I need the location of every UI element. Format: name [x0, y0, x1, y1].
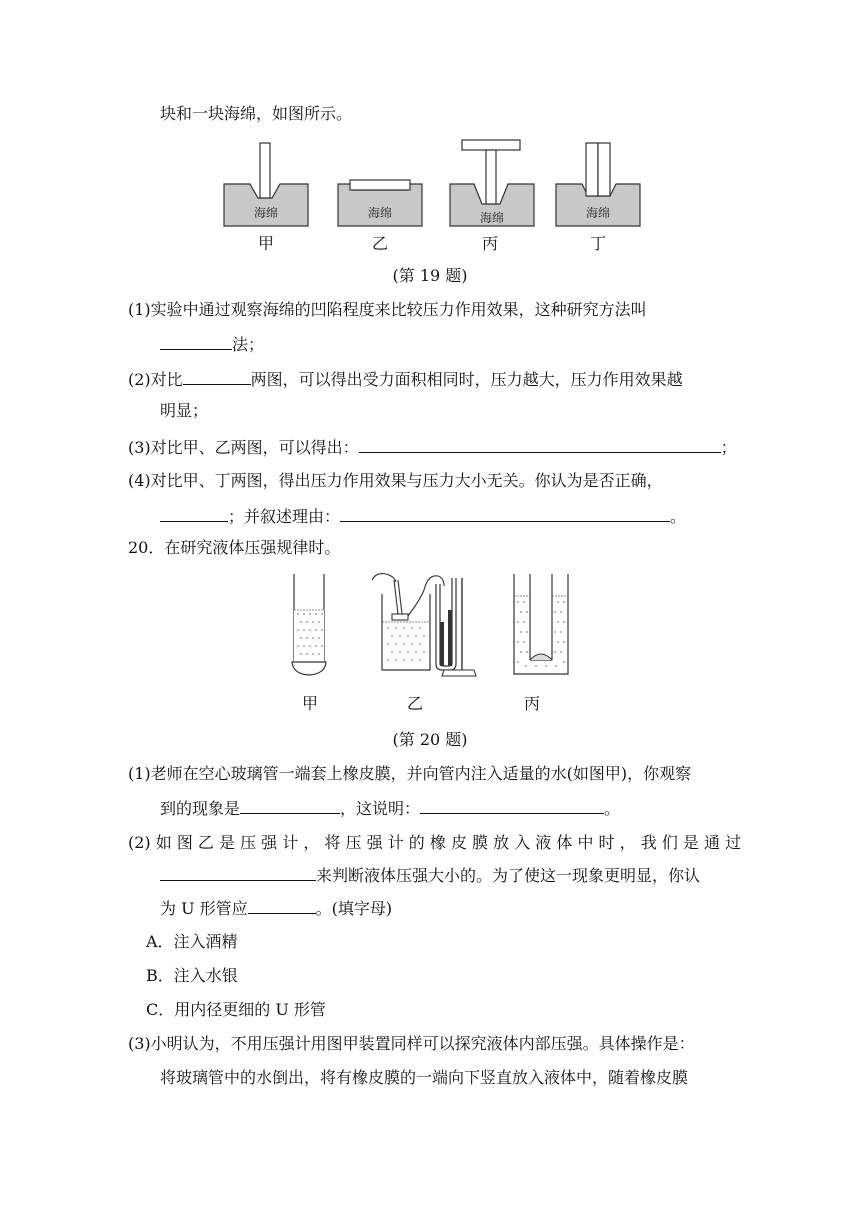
- q20-p3b: 将玻璃管中的水倒出，将有橡皮膜的一端向下竖直放入液体中，随着橡皮膜: [160, 1068, 689, 1087]
- fig20-label-yi: 乙: [406, 694, 423, 713]
- q19-p1-line: 法；: [160, 334, 264, 355]
- q20-figure: [284, 570, 584, 690]
- pressure-gauge-yi: [372, 574, 476, 676]
- sponge-yi: [338, 180, 422, 226]
- fig19-label-bing: 丙: [481, 234, 498, 253]
- sponge-label: 海绵: [367, 206, 393, 220]
- sponge-label: 海绵: [253, 206, 279, 220]
- q19-p1a: (1)实验中通过观察海绵的凹陷程度来比较压力作用效果，这种研究方法叫: [128, 300, 647, 319]
- q19-p3-line: (3)对比甲、乙两图，可以得出： ；: [128, 438, 737, 457]
- q20-title: 20．在研究液体压强规律时。: [128, 538, 341, 557]
- sponge-label: 海绵: [585, 206, 611, 220]
- sponge-bing: [450, 140, 534, 226]
- q19-intro: 块和一块海绵，如图所示。: [160, 104, 353, 123]
- q20-option-c: C．用内径更细的 U 形管: [146, 1000, 326, 1019]
- q19-caption: (第 19 题): [392, 266, 468, 285]
- q20-p2c-line: 为 U 形管应 。(填字母): [160, 899, 393, 918]
- answer-blank[interactable]: [340, 506, 670, 522]
- q20-p2a: (2) 如 图 乙 是 压 强 计 ， 将 压 强 计 的 橡 皮 膜 放 入 液 体 中 时 ， 我 们 是 通 过: [128, 833, 742, 852]
- q20-p1-line: 到的现象是 ，这说明： 。: [160, 799, 621, 818]
- q20-p1a: (1)老师在空心玻璃管一端套上橡皮膜，并向管内注入适量的水(如图甲)，你观察: [128, 764, 692, 783]
- sponge-ding: [556, 143, 640, 226]
- q19-p2-line: (2)对比 两图，可以得出受力面积相同时，压力越大，压力作用效果越: [128, 370, 683, 389]
- q19-p4-line: ；并叙述理由： 。: [160, 506, 686, 527]
- answer-blank[interactable]: [183, 369, 251, 385]
- tube-bing: [514, 574, 568, 674]
- answer-blank[interactable]: [248, 898, 316, 914]
- q19-p4a: (4)对比甲、丁两图，得出压力作用效果与压力大小无关。你认为是否正确，: [128, 471, 663, 490]
- answer-blank[interactable]: [240, 798, 340, 814]
- q19-p2c: 明显；: [160, 401, 209, 420]
- answer-blank[interactable]: [420, 798, 604, 814]
- tube-jia: [292, 574, 326, 675]
- q19-figure: [222, 138, 652, 238]
- answer-blank[interactable]: [160, 334, 232, 350]
- q20-option-a: A．注入酒精: [146, 932, 238, 951]
- q20-p3a: (3)小明认为，不用压强计用图甲装置同样可以探究液体内部压强。具体操作是：: [128, 1034, 695, 1053]
- q20-p2-line: 来判断液体压强大小的。为了使这一现象更明显，你认: [160, 865, 700, 886]
- fig20-label-bing: 丙: [523, 694, 540, 713]
- fig20-label-jia: 甲: [301, 694, 318, 713]
- answer-blank[interactable]: [160, 506, 228, 522]
- fig19-label-jia: 甲: [257, 234, 274, 253]
- fig19-label-ding: 丁: [589, 234, 606, 253]
- fig19-label-yi: 乙: [371, 234, 388, 253]
- q20-caption: (第 20 题): [392, 730, 468, 749]
- q20-option-b: B．注入水银: [146, 966, 238, 985]
- answer-blank[interactable]: [160, 865, 316, 881]
- answer-blank[interactable]: [359, 437, 721, 453]
- sponge-jia: [224, 143, 308, 226]
- sponge-label: 海绵: [479, 211, 505, 225]
